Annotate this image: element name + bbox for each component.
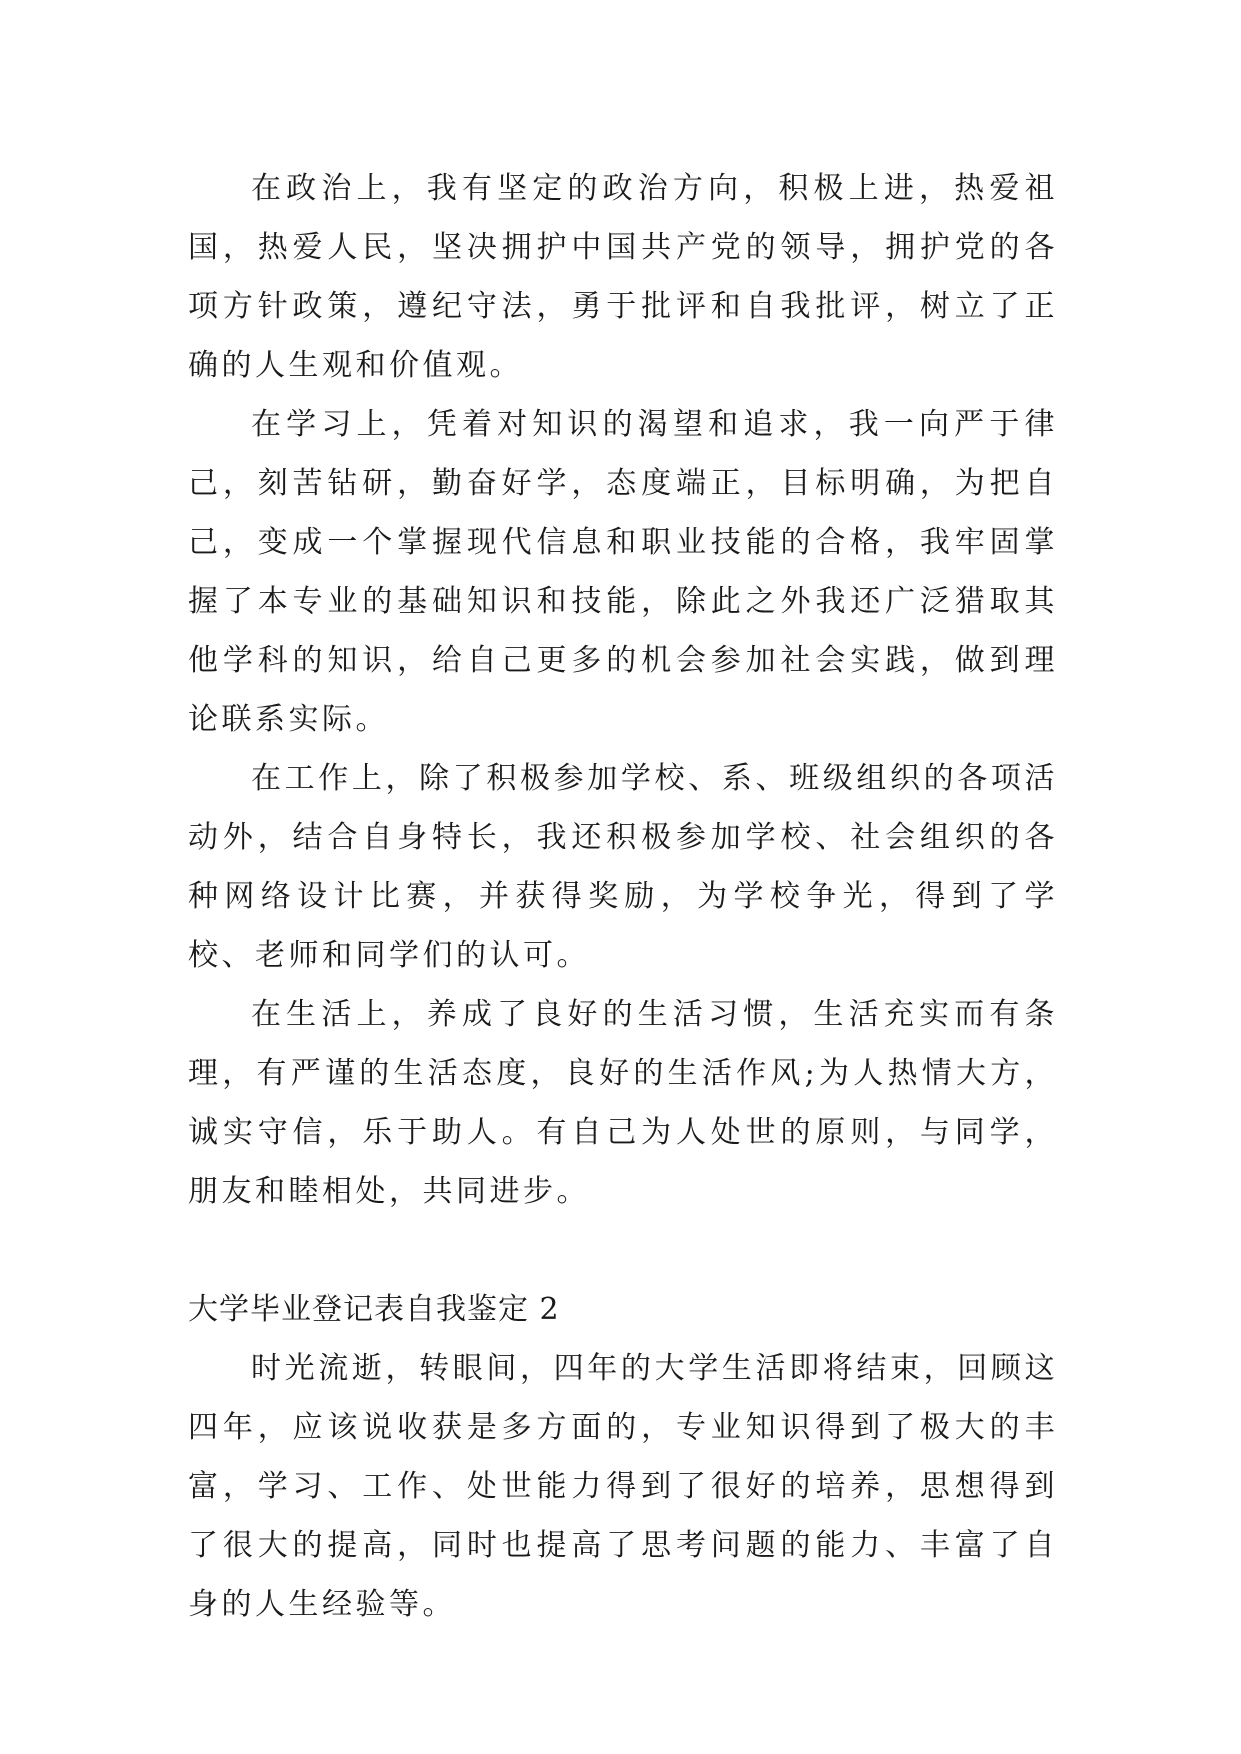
paragraph-work: 在工作上，除了积极参加学校、系、班级组织的各项活动外，结合自身特长，我还积极参加学校、社会组织的各种网络设计比赛，并获得奖励，为学校争光，得到了学校、老师和同学们的认可。	[188, 761, 1058, 973]
section-heading: 大学毕业登记表自我鉴定 2	[188, 1292, 560, 1327]
document-body	[188, 159, 1058, 1634]
paragraph-study: 在学习上，凭着对知识的渴望和追求，我一向严于律己，刻苦钻研，勤奋好学，态度端正，目标明确，为把自己，变成一个掌握现代信息和职业技能的合格，我牢固掌握了本专业的基础知识和技能，除此之外我还广泛猎取其他学科的知识，给自己更多的机会参加社会实践，做到理论联系实际。	[188, 407, 1058, 737]
paragraph-review: 时光流逝，转眼间，四年的大学生活即将结束，回顾这四年，应该说收获是多方面的，专业知识得到了极大的丰富，学习、工作、处世能力得到了很好的培养，思想得到了很大的提高，同时也提高了思考问题的能力、丰富了自身的人生经验等。	[188, 1351, 1058, 1622]
paragraph-politics: 在政治上，我有坚定的政治方向，积极上进，热爱祖国，热爱人民，坚决拥护中国共产党的领导，拥护党的各项方针政策，遵纪守法，勇于批评和自我批评，树立了正确的人生观和价值观。	[188, 171, 1058, 383]
paragraph-life: 在生活上，养成了良好的生活习惯，生活充实而有条理，有严谨的生活态度，良好的生活作风;为人热情大方，诚实守信，乐于助人。有自己为人处世的原则，与同学，朋友和睦相处，共同进步。	[188, 997, 1058, 1209]
